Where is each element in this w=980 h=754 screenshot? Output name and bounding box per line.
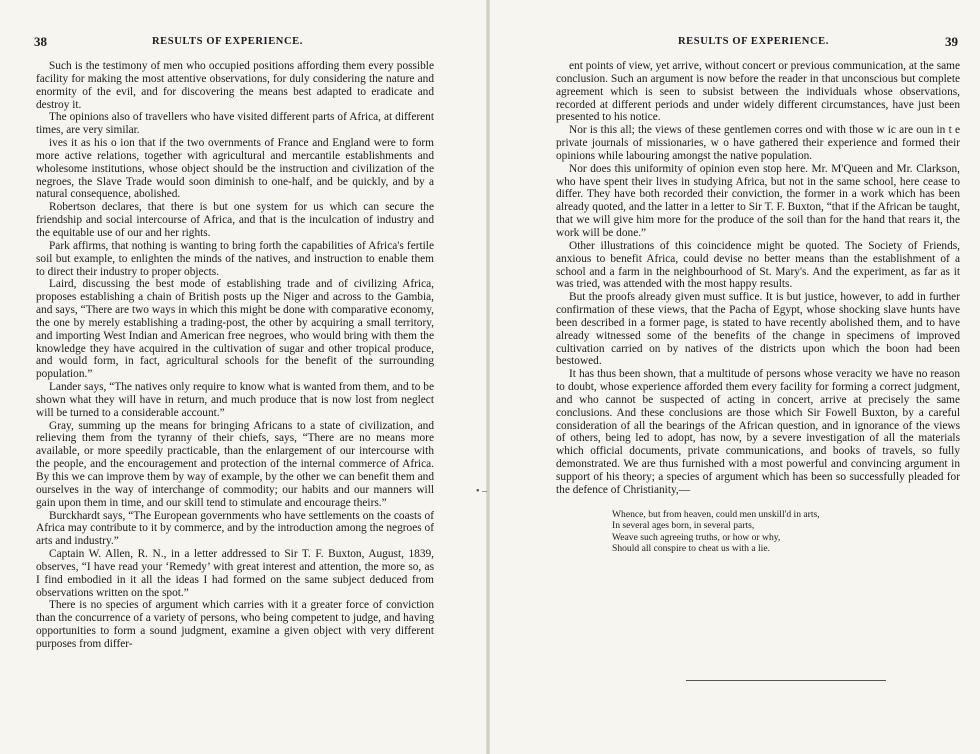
right-page [490, 0, 980, 754]
end-rule [686, 680, 886, 681]
paragraph: Nor does this uniformity of opinion even stop here. Mr. M'Queen and Mr. Clarkson, who have spent their lives in studying Africa, but not in the same school, here cease to differ. They have both recorded their conviction, the former in a work which has been already quoted, and the latter in a letter to Sir T. F. Buxton, “that if the African be taught, that we will give him more for the produce of the soil than for the hand that rears it, the work will be done.” [556, 162, 960, 239]
paragraph: Such is the testimony of men who occupied positions affording them every possible facility for making the most attentive observations, for duly considering the nature and enormity of the evil, and for discovering the means best adapted to eradicate and destroy it. [36, 60, 434, 111]
page-number: 39 [945, 34, 958, 49]
paragraph: Nor is this all; the views of these gentlemen corres ond with those w ic are oun in t e private journals of missionaries, w o have gathered their experience and formed their opinions while labouring amongst the native population. [556, 124, 960, 162]
paragraph: Other illustrations of this coincidence might be quoted. The Society of Friends, anxious to benefit Africa, could devise no better means than the establishment of a school and a farm in the neighbourhood of St. Mary's. And the experiment, as far as it was tried, was attended with the most happy results. [556, 239, 960, 291]
paragraph: Robertson declares, that there is but one system for us which can secure the friendship and social intercourse of Africa, and that is the inculcation of industry and the equitable use of our and her rights. [36, 201, 434, 239]
paragraph: Gray, summing up the means for bringing Africans to a state of civilization, and relieving them from the tyranny of their chiefs, says, “There are no means more available, or more speedily practicable, than the enlargement of our intercourse with the people, and the encouragement and protection of the internal commerce of Africa. By this we can improve them by way of example, by the other we can benefit them and ourselves in the way of interchange of commodity; our habits and our manners will gain upon them in time, and our skill tend to stimulate and encourage theirs.” [36, 419, 434, 509]
paragraph: Park affirms, that nothing is wanting to bring forth the capabilities of Africa's fertile soil but example, to enlighten the minds of the natives, and instruction to enable them to direct their industry to proper objects. [36, 239, 434, 278]
right-page-header [552, 36, 958, 52]
left-page-header [34, 36, 438, 52]
paragraph: There is no species of argument which carries with it a greater force of conviction than the concurrence of a variety of persons, who being competent to judge, and having opportunities to form a sound judgment, examine a given object with very different purposes from differ- [36, 599, 434, 650]
poem-line: Whence, but from heaven, could men unskill'd in arts, [612, 508, 820, 520]
running-head: RESULTS OF EXPERIENCE. [152, 36, 304, 47]
paragraph: Captain W. Allen, R. N., in a letter addressed to Sir T. F. Buxton, August, 1839, observes, “I have read your ‘Remedy’ with great interest and attention, the more so, as I find embodied in it all the ideas I had formed on the same subject deduced from observations written on the spot.” [36, 548, 434, 599]
paragraph: It has thus been shown, that a multitude of persons whose veracity we have no reason to doubt, whose experience afforded them every facility for forming a correct judgment, and who cannot be suspected of acting in concert, arrive at precisely the same conclusions. And these conclusions are those which Sir Fowell Buxton, by a careful consideration of all the bearings of the African question, and in ignorance of the views of others, being led to adopt, has now, by a severe investigation of all the materials which official documents, private communications, and books of travels, so fully demonstrated. We are thus furnished with a most powerful and convincing argument in support of his theory; a species of argument which has been so successfully pleaded for the defence of Christianity,— [556, 368, 960, 496]
paragraph: The opinions also of travellers who have visited different parts of Africa, at different times, are very similar. [36, 111, 434, 137]
running-head: RESULTS OF EXPERIENCE. [678, 36, 830, 47]
paragraph: But the proofs already given must suffice. It is but justice, however, to add in further confirmation of these views, that the Pacha of Egypt, whose shocking slave hunts have been described in a former page, is stated to have recently abolished them, and to have already witnessed some of the benefits of the change in specimens of improved cultivation carried on by natives of the districts upon which the boon had been bestowed. [556, 291, 960, 368]
paragraph: ent points of view, yet arrive, without concert or previous communication, at the same conclusion. Such an argument is now before the reader in that unconscious but complete agreement which is seen to subsist between the individuals whose observations, recorded at different periods and under widely different circumstances, have just been presented to his notice. [556, 60, 960, 124]
left-page [0, 0, 488, 754]
poem-quotation [612, 509, 960, 555]
poem-line: Should all conspire to cheat us with a lie. [612, 543, 770, 555]
paragraph: Burckhardt says, “The European governments who have settlements on the coasts of Africa may contribute to it by commerce, and by the introduction among the negroes of arts and industry.” [36, 509, 434, 548]
paragraph: Lander says, “The natives only require to know what is wanted from them, and to be shown what they will have in return, and much produce that is now lost from neglect will be turned to a considerable account.” [36, 381, 434, 419]
poem-line: Weave such agreeing truths, or how or why, [612, 531, 781, 543]
right-text-column [556, 60, 960, 555]
paragraph: Laird, discussing the best mode of establishing trade and of civilizing Africa, proposes establishing a chain of British posts up the Niger and across to the Gambia, and says, “There are two ways in which this might be done with comparative economy, the one by merely establishing a trading-post, the other by acquiring a small territory, and importing West Indian and American free negroes, who would bring with them the knowledge they have acquired in the cultivation of sugar and other tropical produce, and would form, in fact, agricultural schools for the benefit of the surrounding population.” [36, 278, 434, 381]
poem-line: In several ages born, in several parts, [612, 520, 755, 532]
left-text-column [36, 60, 434, 651]
ink-mark: • – [476, 486, 488, 497]
paragraph: ives it as his o ion that if the two overnments of France and England were to form more active relations, together with agricultural and mercantile establishments and wholesome institutions, whose object should be the instruction and civilization of the negroes, the Slave Trade would soon diminish to one-half, and be quickly, and by a natural consequence, abolished. [36, 137, 434, 201]
page-number: 38 [34, 34, 47, 49]
